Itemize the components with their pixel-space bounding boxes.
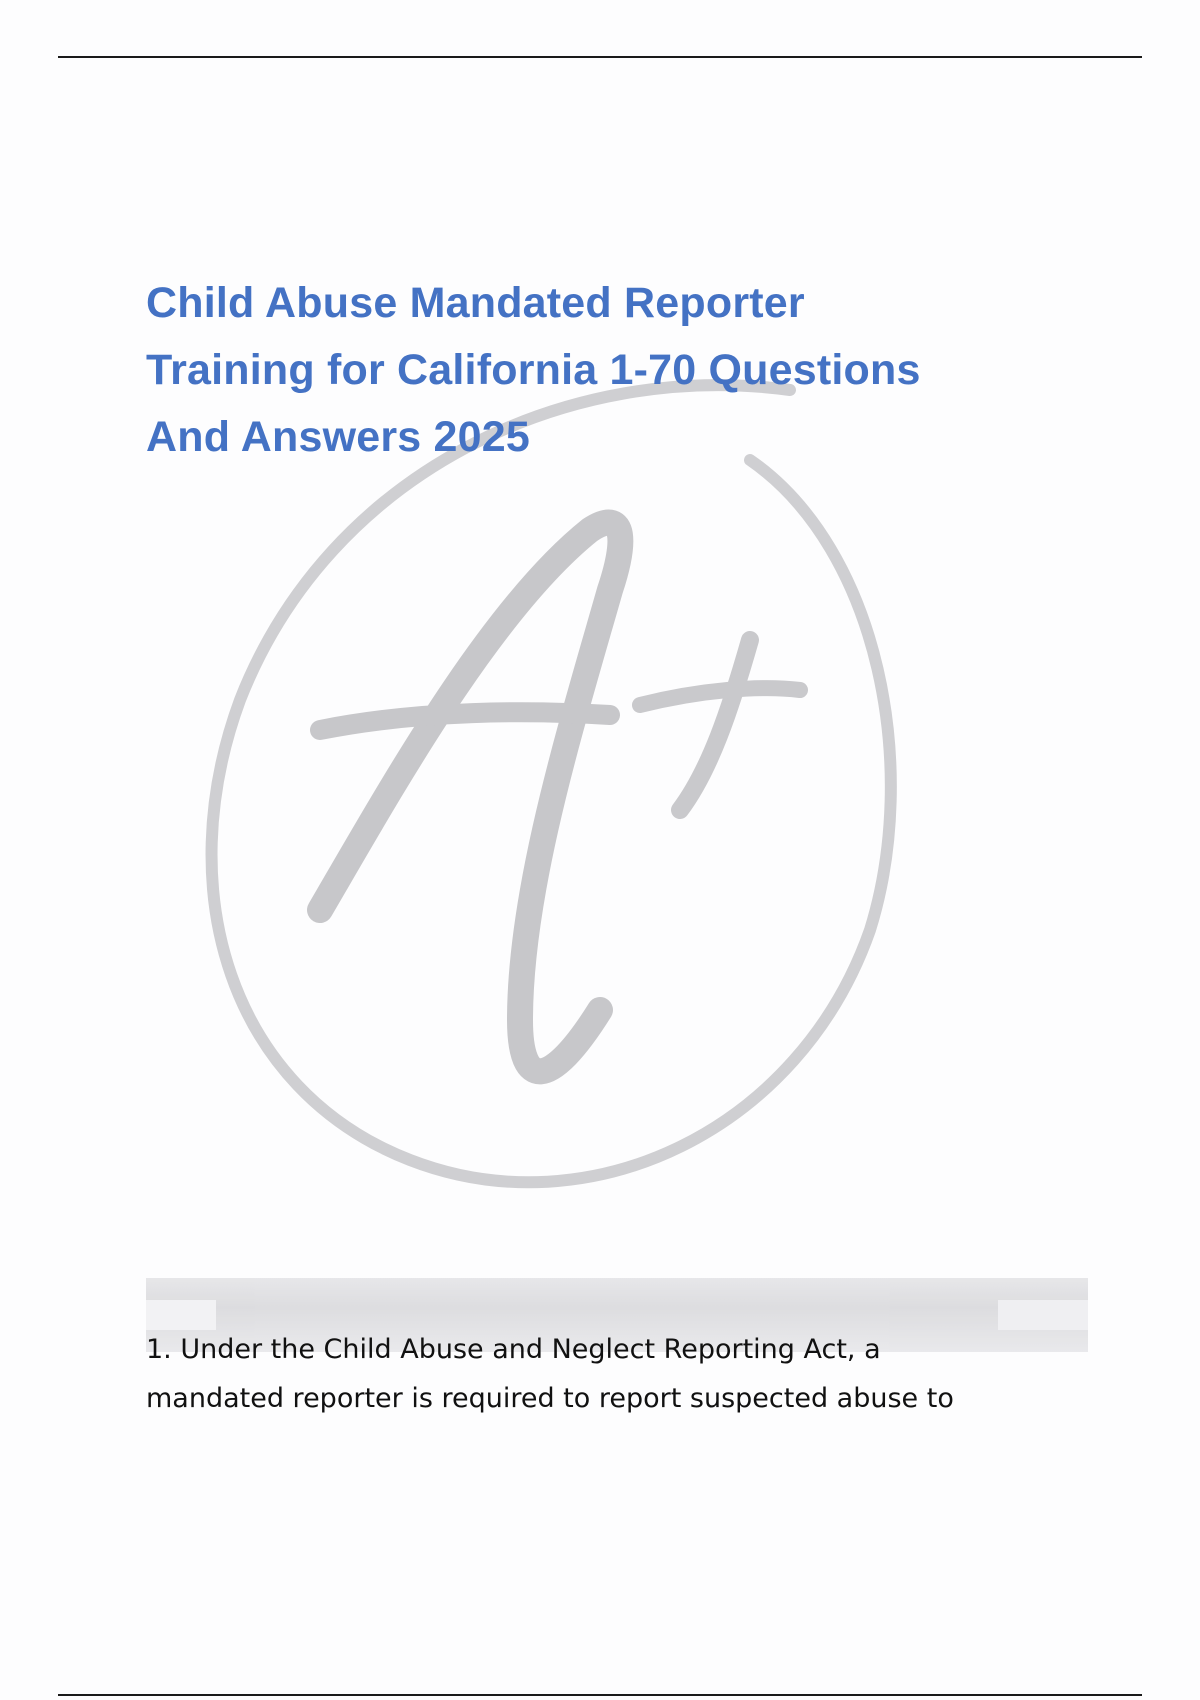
footer-rule [58, 1694, 1142, 1696]
a-plus-grade-watermark-icon [190, 370, 950, 1190]
title-line: Training for California 1-70 Questions [146, 346, 921, 394]
title-line: Child Abuse Mandated Reporter [146, 279, 805, 327]
header-rule [58, 56, 1142, 58]
question-line: 1. Under the Child Abuse and Neglect Reporting Act, a [146, 1334, 881, 1365]
document-title [146, 270, 1106, 471]
question-line: mandated reporter is required to report suspected abuse to [146, 1383, 954, 1414]
question-1-text [146, 1325, 1066, 1423]
title-line: And Answers 2025 [146, 413, 530, 461]
